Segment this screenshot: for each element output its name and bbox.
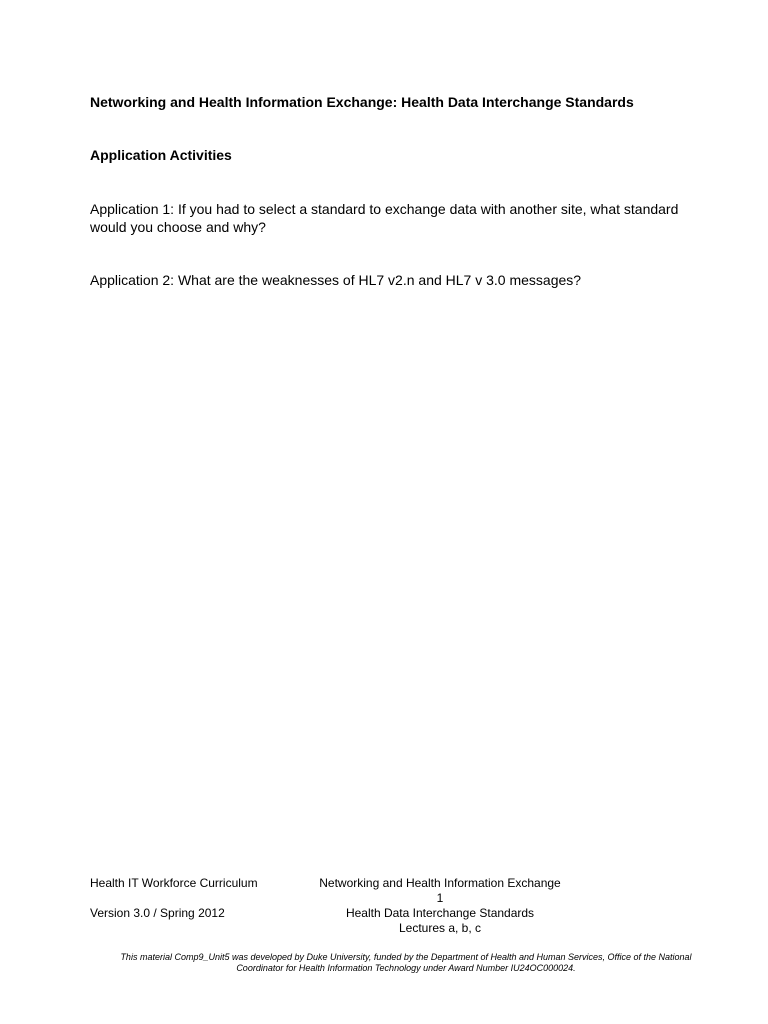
application-question-2: Application 2: What are the weaknesses of HL7 v2.n and HL7 v 3.0 messages? xyxy=(90,272,582,288)
section-heading: Application Activities xyxy=(90,147,232,163)
footer-center xyxy=(300,876,580,936)
funding-disclaimer: This material Comp9_Unit5 was developed by Duke University, funded by the Department of Health and Human Services, Office of the National Coordinator for Health Information Technology under Award Number IU24OC000024. xyxy=(120,952,692,973)
footer-curriculum: Health IT Workforce Curriculum xyxy=(90,876,258,890)
footer-unit-title: Health Data Interchange Standards xyxy=(345,906,535,920)
footer-component-title: Networking and Health Information Exchange xyxy=(319,876,561,890)
application-question-1: Application 1: If you had to select a standard to exchange data with another site, what standard would you choose and why? xyxy=(90,201,679,235)
footer-lectures: Lectures a, b, c xyxy=(398,921,482,935)
page-number: 1 xyxy=(436,891,444,905)
footer-version: Version 3.0 / Spring 2012 xyxy=(90,906,225,920)
document-title: Networking and Health Information Exchange: Health Data Interchange Standards xyxy=(90,94,634,110)
